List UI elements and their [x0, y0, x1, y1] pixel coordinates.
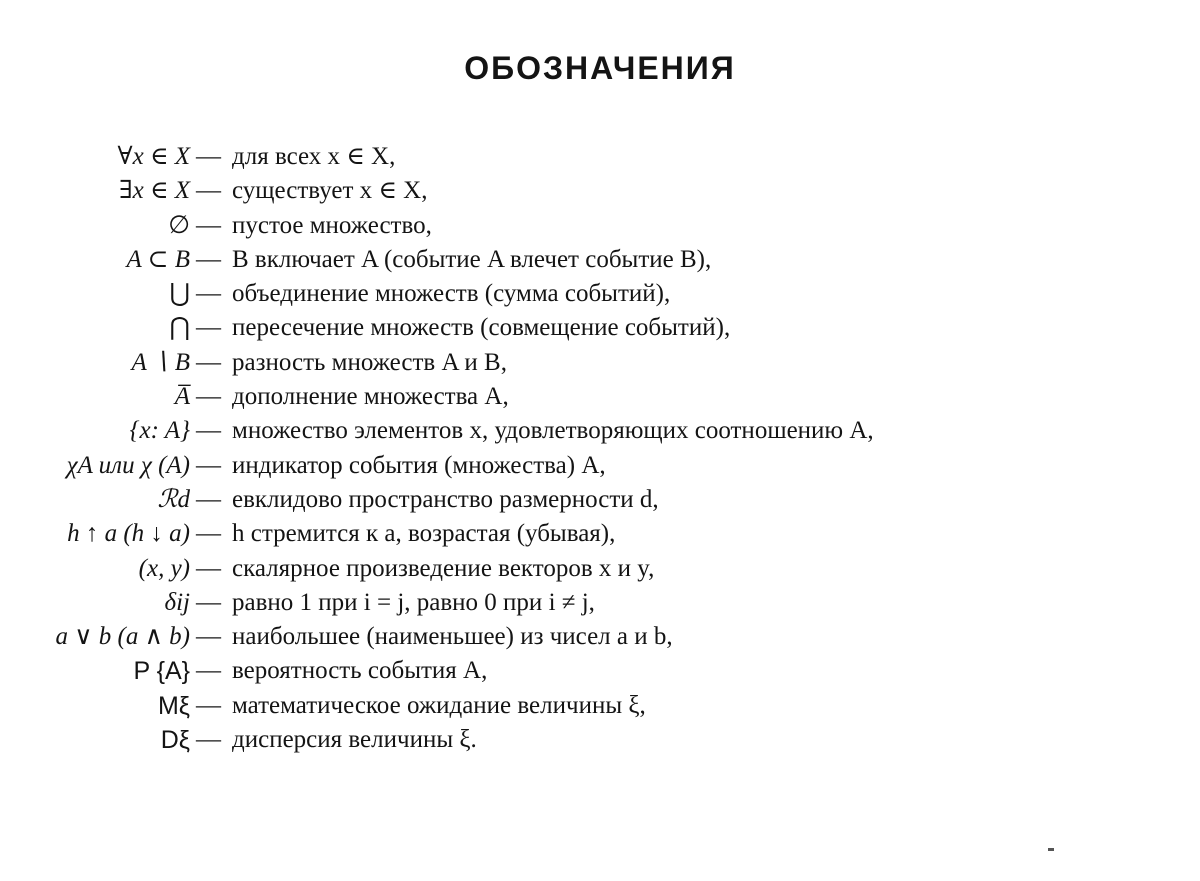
notation-symbol: a ∨ b (a ∧ b): [55, 623, 190, 651]
notation-symbol: ∀x ∈ X: [117, 143, 190, 170]
notation-symbol: δij: [164, 588, 190, 616]
notation-symbol: χA или χ (A): [66, 451, 190, 479]
entry-dash: —: [196, 520, 221, 548]
notation-symbol: P {A}: [133, 657, 190, 686]
notation-entry: [0, 723, 1200, 757]
notation-entry: [0, 517, 1200, 551]
notation-entry: [0, 174, 1200, 208]
entry-dash: —: [196, 588, 221, 616]
notation-description: множество элементов x, удовлетворяющих соотношению A,: [232, 417, 874, 445]
entry-dash: —: [196, 554, 221, 582]
notation-description: дисперсия величины ξ.: [232, 726, 477, 754]
notation-entry: [0, 449, 1200, 483]
notation-entry: [0, 586, 1200, 620]
entry-dash: —: [196, 485, 221, 513]
entry-dash: —: [196, 623, 221, 651]
notation-entry: [0, 654, 1200, 688]
notation-entry: [0, 414, 1200, 448]
notation-description: разность множеств A и B,: [232, 348, 507, 376]
entry-dash: —: [196, 657, 221, 685]
notation-description: дополнение множества A,: [232, 383, 509, 411]
notation-description: B включает A (событие A влечет событие B),: [232, 245, 712, 273]
notation-description: евклидово пространство размерности d,: [232, 485, 659, 513]
notation-entry: [0, 209, 1200, 243]
notation-symbol: A̅: [174, 383, 190, 411]
notation-symbol: A ⊂ B: [126, 245, 190, 273]
notation-description: для всех x ∈ X,: [232, 143, 396, 170]
notation-entry: [0, 483, 1200, 517]
notation-entry: [0, 380, 1200, 414]
entry-dash: —: [196, 691, 221, 719]
notation-description: объединение множеств (сумма событий),: [232, 280, 671, 308]
notation-description: h стремится к a, возрастая (убывая),: [232, 520, 616, 548]
notation-description: пустое множество,: [232, 211, 432, 239]
notation-symbol: h ↑ a (h ↓ a): [67, 520, 190, 548]
notation-entry: [0, 689, 1200, 723]
notation-entry: [0, 620, 1200, 654]
entry-dash: —: [196, 245, 221, 273]
entry-dash: —: [196, 177, 221, 205]
entry-dash: —: [196, 417, 221, 445]
notation-symbol: ℛd: [157, 485, 190, 513]
entry-dash: —: [196, 280, 221, 308]
notation-symbol: ∅: [168, 211, 190, 239]
notation-description: индикатор события (множества) A,: [232, 451, 606, 479]
notation-list: [0, 140, 1200, 757]
page-title: ОБОЗНАЧЕНИЯ: [464, 50, 736, 86]
entry-dash: —: [196, 314, 221, 342]
notation-symbol: A ∖ B: [131, 348, 190, 376]
notation-description: пересечение множеств (совмещение событий),: [232, 314, 731, 342]
entry-dash: —: [196, 726, 221, 754]
notation-description: вероятность события A,: [232, 657, 488, 685]
entry-dash: —: [196, 143, 221, 170]
entry-dash: —: [196, 451, 221, 479]
notation-symbol: Dξ: [160, 726, 190, 755]
entry-dash: —: [196, 348, 221, 376]
entry-dash: —: [196, 211, 221, 239]
notation-entry: [0, 552, 1200, 586]
notation-symbol: ∃x ∈ X: [119, 177, 190, 205]
notation-description: существует x ∈ X,: [232, 177, 428, 205]
notation-symbol: (x, y): [138, 554, 190, 582]
notation-entry: [0, 243, 1200, 277]
notation-symbol: ⋂: [169, 314, 190, 342]
notation-description: скалярное произведение векторов x и y,: [232, 554, 655, 582]
notation-entry: [0, 346, 1200, 380]
scan-speck: [1048, 848, 1054, 851]
notation-entry: [0, 140, 1200, 174]
notation-symbol: Mξ: [157, 691, 190, 720]
notation-description: наибольшее (наименьшее) из чисел a и b,: [232, 623, 673, 651]
notation-symbol: ⋃: [169, 280, 190, 308]
notation-entry: [0, 277, 1200, 311]
entry-dash: —: [196, 383, 221, 411]
notation-symbol: {x: A}: [129, 417, 190, 445]
notation-entry: [0, 311, 1200, 345]
notation-description: равно 1 при i = j, равно 0 при i ≠ j,: [232, 588, 595, 616]
notation-description: математическое ожидание величины ξ,: [232, 691, 646, 719]
